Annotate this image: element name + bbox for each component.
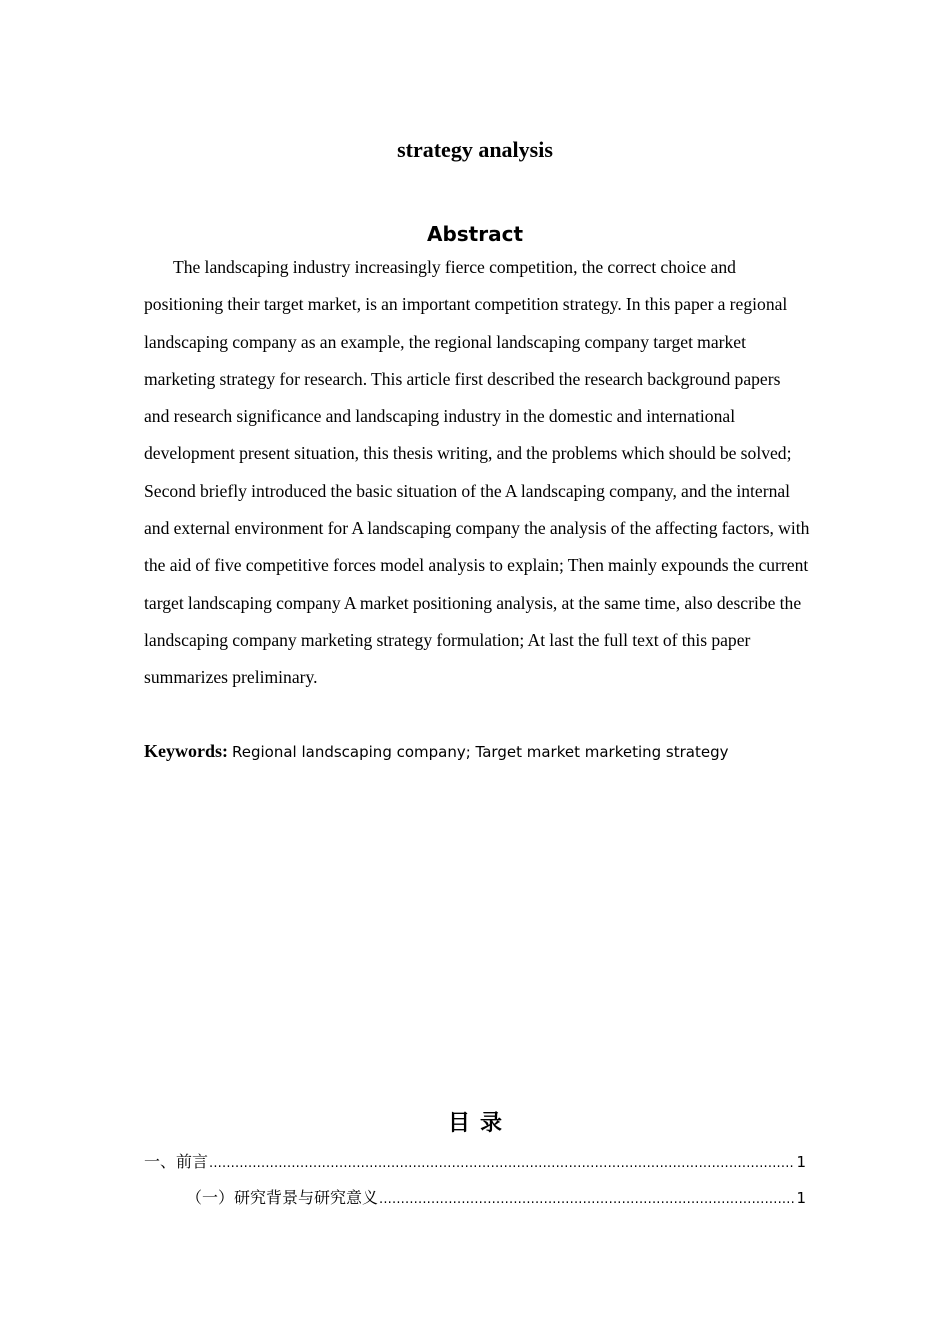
keywords-line: [144, 739, 824, 765]
toc-dot-leader: [209, 1152, 795, 1176]
toc-heading: 目录: [447, 1111, 512, 1136]
toc-entry-label: （一）研究背景与研究意义: [186, 1188, 379, 1207]
toc-dot-leader: [379, 1188, 795, 1212]
keywords-label: Keywords:: [144, 741, 228, 761]
abstract-body: The landscaping industry increasingly fierce competition, the correct choice and positioning their target market, is an important competition strategy. In this paper a regional landscaping company as an example, the regional landscaping company target market marketing strategy for research. This article first described the research background papers and research significance and landscaping industry in the domestic and international development present situation, this thesis writing, and the problems which should be solved; Second briefly introduced the basic situation of the A landscaping company, and the internal and external environment for A landscaping company the analysis of the affecting factors, with the aid of five competitive forces model analysis to explain; Then mainly expounds the current target landscaping company A market positioning analysis, at the same time, also describe the landscaping company marketing strategy formulation; At last the full text of this paper summarizes preliminary.: [144, 257, 810, 688]
keywords-text: Regional landscaping company; Target market marketing strategy: [232, 743, 729, 761]
toc-entry[interactable]: [186, 1186, 806, 1212]
toc-entry-label: 一、前言: [144, 1152, 209, 1171]
toc-entry-page: 1: [796, 1189, 806, 1207]
toc-entry-page: 1: [796, 1153, 806, 1171]
abstract-heading: Abstract: [426, 222, 524, 246]
toc-entry[interactable]: [144, 1150, 806, 1176]
document-title: strategy analysis: [397, 137, 553, 162]
